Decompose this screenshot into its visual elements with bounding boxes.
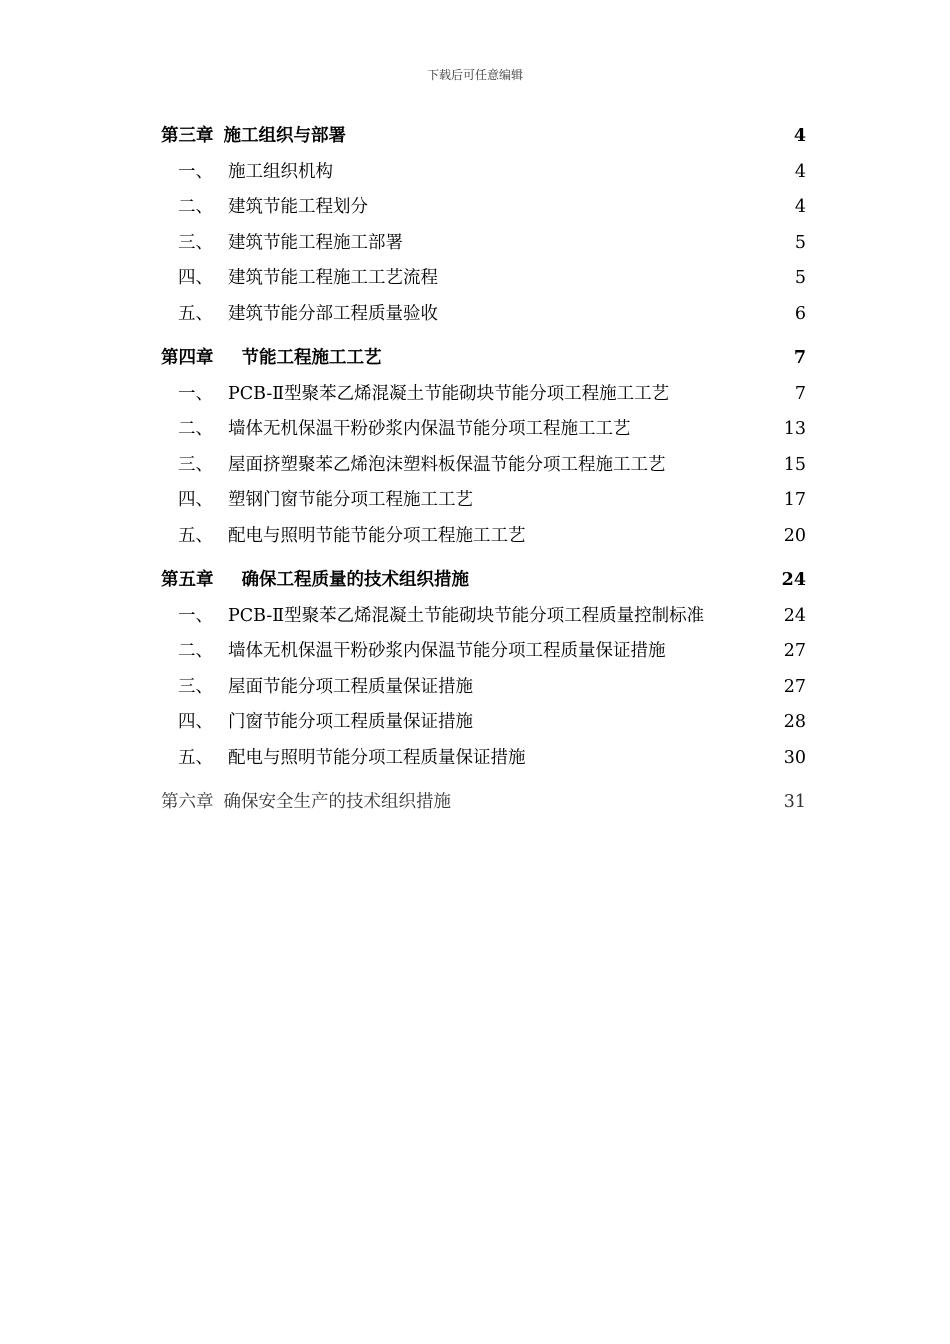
- section-number: 五、: [178, 303, 213, 324]
- chapter-page-number: 7: [793, 348, 806, 368]
- chapter-title: 节能工程施工工艺: [241, 348, 382, 368]
- section-title: PCB-Ⅱ型聚苯乙烯混凝土节能砌块节能分项工程施工工艺: [228, 383, 670, 404]
- section-page-number: 5: [794, 268, 806, 288]
- section-number: 一、: [178, 383, 213, 404]
- toc-section[interactable]: [161, 483, 806, 519]
- section-page-number: 17: [783, 490, 806, 510]
- section-number: 四、: [178, 712, 213, 732]
- chapter-page-number: 4: [793, 126, 806, 146]
- toc-chapter-4[interactable]: [161, 341, 806, 377]
- section-number: 一、: [178, 605, 213, 626]
- toc-section[interactable]: [161, 377, 806, 413]
- toc-section[interactable]: [161, 599, 806, 635]
- section-title: 屋面挤塑聚苯乙烯泡沫塑料板保温节能分项工程施工工艺: [228, 454, 666, 475]
- section-title: PCB-Ⅱ型聚苯乙烯混凝土节能砌块节能分项工程质量控制标准: [228, 605, 705, 626]
- chapter-title: 施工组织与部署: [223, 126, 346, 146]
- chapter-title: 确保工程质量的技术组织措施: [241, 570, 469, 590]
- chapter-page-number: 24: [781, 570, 806, 590]
- section-page-number: 27: [783, 676, 806, 697]
- chapter-page-number: 31: [783, 792, 806, 812]
- section-page-number: 7: [794, 383, 806, 404]
- section-number: 一、: [178, 161, 213, 182]
- section-title: 建筑节能工程划分: [228, 197, 368, 217]
- section-number: 三、: [178, 454, 213, 475]
- section-page-number: 27: [783, 641, 806, 661]
- toc-chapter-3[interactable]: [161, 119, 806, 155]
- section-title: 施工组织机构: [228, 161, 333, 182]
- chapter-number: 第四章: [161, 348, 214, 368]
- page-header-note: 下载后可任意编辑: [426, 68, 523, 82]
- section-page-number: 28: [783, 712, 806, 732]
- toc-section[interactable]: [161, 226, 806, 262]
- section-number: 五、: [178, 525, 213, 546]
- section-number: 四、: [178, 268, 213, 288]
- section-title: 屋面节能分项工程质量保证措施: [228, 676, 473, 697]
- section-page-number: 24: [783, 605, 806, 626]
- toc-section[interactable]: [161, 155, 806, 191]
- toc-section[interactable]: [161, 261, 806, 297]
- toc-section[interactable]: [161, 412, 806, 448]
- section-page-number: 15: [783, 454, 806, 475]
- chapter-number: 第六章: [161, 792, 214, 812]
- section-title: 建筑节能工程施工工艺流程: [228, 268, 438, 288]
- toc-section[interactable]: [161, 448, 806, 484]
- section-number: 三、: [178, 232, 213, 253]
- section-page-number: 6: [794, 303, 806, 324]
- section-number: 四、: [178, 490, 213, 510]
- table-of-contents: [161, 119, 806, 821]
- section-title: 建筑节能工程施工部署: [228, 232, 403, 253]
- section-page-number: 4: [794, 197, 806, 217]
- section-number: 三、: [178, 676, 213, 697]
- section-title: 配电与照明节能节能分项工程施工工艺: [228, 525, 526, 546]
- toc-section[interactable]: [161, 705, 806, 741]
- section-page-number: 5: [794, 232, 806, 253]
- section-title: 墙体无机保温干粉砂浆内保温节能分项工程质量保证措施: [228, 641, 666, 661]
- chapter-title: 确保安全生产的技术组织措施: [223, 792, 451, 812]
- toc-section[interactable]: [161, 297, 806, 333]
- toc-chapter-5[interactable]: [161, 563, 806, 599]
- section-number: 五、: [178, 747, 213, 768]
- section-title: 墙体无机保温干粉砂浆内保温节能分项工程施工工艺: [228, 419, 631, 439]
- section-title: 配电与照明节能分项工程质量保证措施: [228, 747, 526, 768]
- toc-section[interactable]: [161, 741, 806, 777]
- section-page-number: 20: [783, 525, 806, 546]
- chapter-number: 第五章: [161, 570, 214, 590]
- section-page-number: 30: [783, 747, 806, 768]
- toc-chapter-6[interactable]: [161, 785, 806, 821]
- section-number: 二、: [178, 197, 213, 217]
- toc-section[interactable]: [161, 634, 806, 670]
- chapter-number: 第三章: [161, 126, 214, 146]
- section-title: 塑钢门窗节能分项工程施工工艺: [228, 490, 473, 510]
- toc-section[interactable]: [161, 670, 806, 706]
- section-title: 门窗节能分项工程质量保证措施: [228, 712, 473, 732]
- section-number: 二、: [178, 419, 213, 439]
- toc-section[interactable]: [161, 519, 806, 555]
- section-page-number: 4: [794, 161, 806, 182]
- section-number: 二、: [178, 641, 213, 661]
- section-title: 建筑节能分部工程质量验收: [228, 303, 438, 324]
- section-page-number: 13: [783, 419, 806, 439]
- toc-section[interactable]: [161, 190, 806, 226]
